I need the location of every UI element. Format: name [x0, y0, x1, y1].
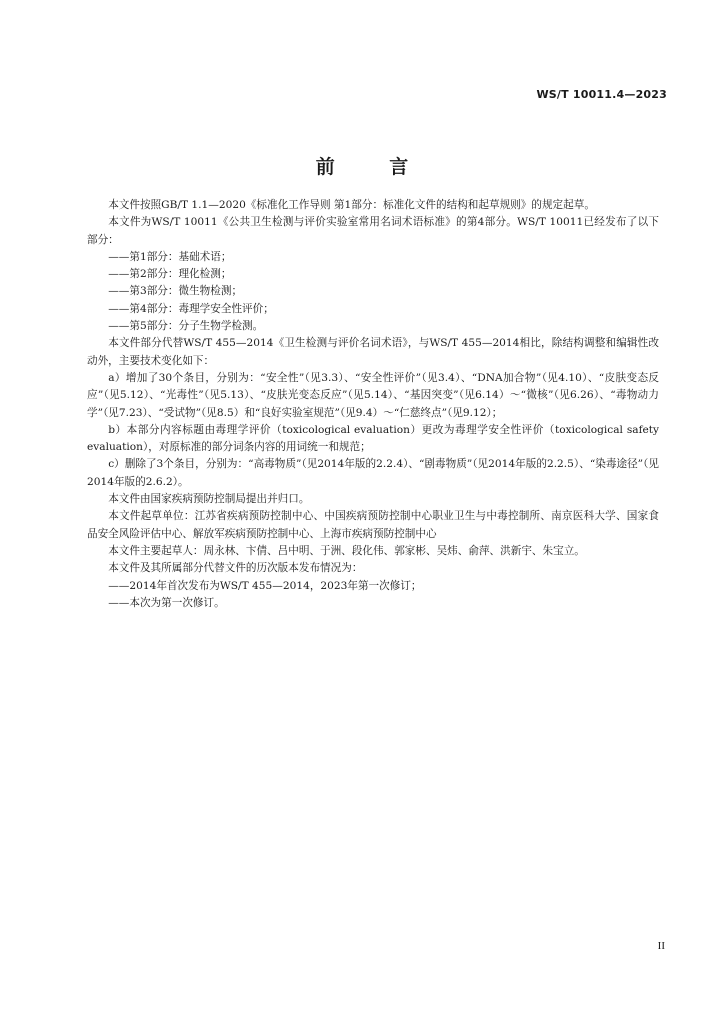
list-item-part-1: ——第1部分：基础术语；: [108, 250, 232, 263]
page-number: II: [657, 940, 665, 952]
change-item-b: b）本部分内容标题由毒理学评价（toxicological evaluation）更改为毒理学安全性评价（toxicological safety evaluation），对原标准的部分词条内容的用词统一和规范；: [87, 423, 659, 454]
change-item-a: a）增加了30个条目，分别为：“安全性”（见3.3）、“安全性评价”（见3.4）、“DNA加合物”（见4.10）、“皮肤变态反应”（见5.12）、“光毒性”（见5.13）、“皮肤光变态反应”（见5.14）、“基因突变”（见6.14）～“微核”（见6.26）、“毒物动力学”（见7.23）、“受试物”（见8.5）和“良好实验室规范”（见9.4）～“仁慈终点”（见9.12）；: [87, 371, 659, 419]
history-item-current: ——本次为第一次修订。: [108, 596, 225, 609]
list-item-part-5: ——第5部分：分子生物学检测。: [108, 320, 264, 333]
change-item-c: c）删除了3个条目，分别为：“高毒物质”（见2014年版的2.2.4）、“剧毒物质”（见2014年版的2.2.5）、“染毒途径”（见2014年版的2.6.2）。: [87, 458, 659, 488]
paragraph-proposer: 本文件由国家疾病预防控制局提出并归口。: [108, 493, 310, 506]
document-body: [87, 197, 659, 612]
list-item-part-3: ——第3部分：微生物检测；: [108, 285, 243, 298]
paragraph-replacement: 本文件部分代替WS/T 455—2014《卫生检测与评价名词术语》，与WS/T 455—2014相比，除结构调整和编辑性改动外，主要技术变化如下：: [87, 337, 659, 367]
paragraph-drafting-rules: 本文件按照GB/T 1.1—2020《标准化工作导则 第1部分：标准化文件的结构和起草规则》的规定起草。: [108, 199, 595, 211]
list-item-part-2: ——第2部分：理化检测；: [108, 268, 232, 281]
paragraph-drafting-units: 本文件起草单位：江苏省疾病预防控制中心、中国疾病预防控制中心职业卫生与中毒控制所、南京医科大学、国家食品安全风险评估中心、解放军疾病预防控制中心、上海市疾病预防控制中心: [87, 510, 659, 540]
history-item-2014: ——2014年首次发布为WS/T 455—2014，2023年第一次修订；: [108, 579, 422, 592]
paragraph-series-intro: 本文件为WS/T 10011《公共卫生检测与评价实验室常用名词术语标准》的第4部分。WS/T 10011已经发布了以下部分：: [87, 216, 659, 246]
list-item-part-4: ——第4部分：毒理学安全性评价；: [108, 302, 274, 315]
paragraph-drafters: 本文件主要起草人：周永林、卞倩、吕中明、于洲、段化伟、郭家彬、吴炜、俞萍、洪新宇、朱宝立。: [108, 544, 585, 557]
paragraph-version-history: 本文件及其所属部分代替文件的历次版本发布情况为：: [108, 562, 363, 575]
document-code-header: WS/T 10011.4—2023: [536, 88, 667, 101]
page-title: 前 言: [315, 156, 433, 178]
